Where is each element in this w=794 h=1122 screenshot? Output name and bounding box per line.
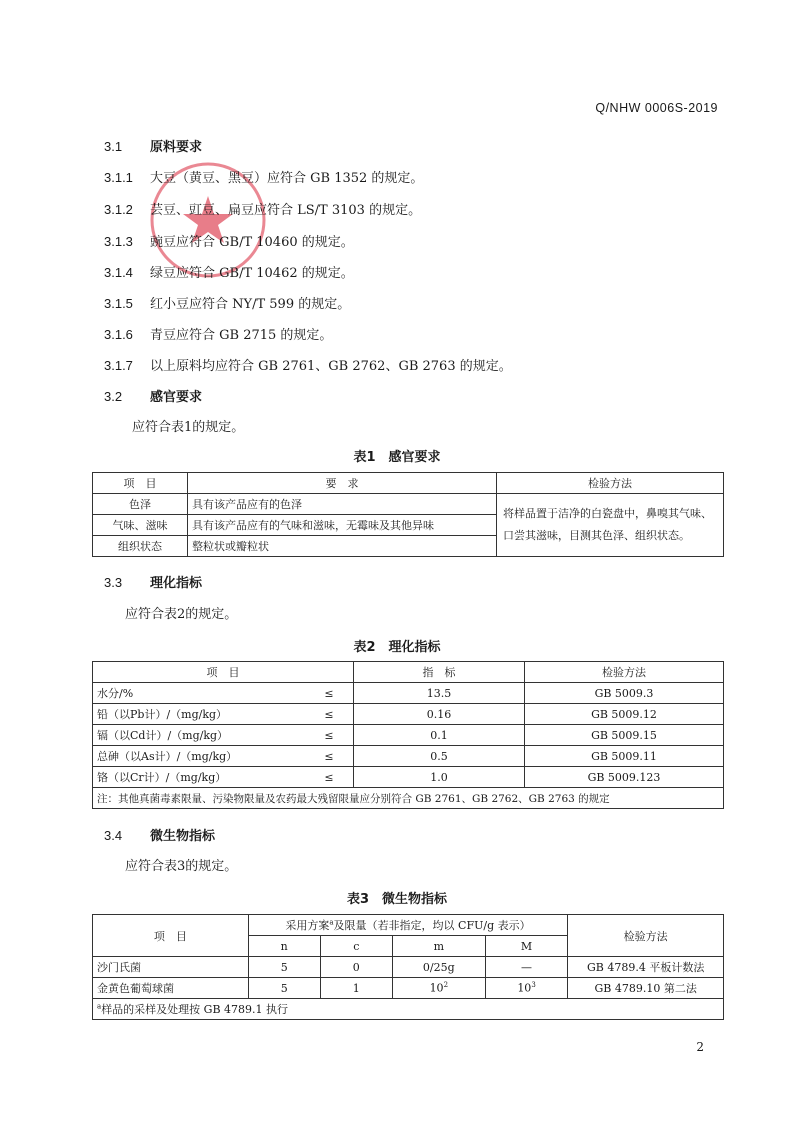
table-cell: 组织状态 bbox=[93, 536, 188, 557]
table-row bbox=[93, 683, 724, 704]
table-1 bbox=[92, 472, 724, 557]
table-cell: 0/25g bbox=[392, 957, 485, 978]
table-cell: 5 bbox=[248, 957, 320, 978]
table-cell: 0 bbox=[320, 957, 392, 978]
table-row bbox=[93, 746, 724, 767]
table-cell: 金黄色葡萄球菌 bbox=[93, 978, 249, 999]
header-cell: 检验方法 bbox=[568, 915, 724, 957]
table-cell: GB 4789.4 平板计数法 bbox=[568, 957, 724, 978]
table-cell: 0.16 bbox=[354, 704, 525, 725]
section-3-1-heading: 3.1 原料要求 bbox=[104, 139, 203, 155]
item-3-1-1: 3.1.1 大豆（黄豆、黑豆）应符合 GB 1352 的规定。 bbox=[104, 170, 424, 186]
section-3-2-text: 应符合表1的规定。 bbox=[132, 420, 245, 435]
table-row bbox=[93, 957, 724, 978]
header-cell: m bbox=[392, 936, 485, 957]
table-cell: GB 5009.12 bbox=[525, 704, 724, 725]
table-3 bbox=[92, 914, 724, 1020]
header-cell: 指 标 bbox=[354, 662, 525, 683]
table-2-caption: 表2 理化指标 bbox=[353, 640, 441, 655]
section-3-4-text: 应符合表3的规定。 bbox=[125, 859, 238, 874]
table-2 bbox=[92, 661, 724, 809]
table-cell: ≤ bbox=[305, 725, 354, 746]
table-note: $^a$样品的采样及处理按 GB 4789.1 执行 bbox=[93, 999, 724, 1020]
table-cell: $10^3$ bbox=[485, 978, 568, 999]
table-cell: GB 5009.15 bbox=[525, 725, 724, 746]
header-cell: 项 目 bbox=[93, 473, 188, 494]
item-3-1-7: 3.1.7 以上原料均应符合 GB 2761、GB 2762、GB 2763 的规定。 bbox=[104, 358, 512, 374]
item-3-1-3: 3.1.3 豌豆应符合 GB/T 10460 的规定。 bbox=[104, 234, 354, 250]
table-cell: 沙门氏菌 bbox=[93, 957, 249, 978]
table-1-caption: 表1 感官要求 bbox=[353, 450, 441, 465]
table-row bbox=[93, 978, 724, 999]
section-3-3-text: 应符合表2的规定。 bbox=[125, 607, 238, 622]
section-3-4-heading: 3.4 微生物指标 bbox=[104, 828, 216, 844]
table-cell: GB 5009.11 bbox=[525, 746, 724, 767]
table-header-row bbox=[93, 915, 724, 936]
table-cell: 1 bbox=[320, 978, 392, 999]
method-cell: 将样品置于洁净的白瓷盘中，鼻嗅其气味、口尝其滋味，目测其色泽、组织状态。 bbox=[497, 494, 724, 557]
table-cell: 5 bbox=[248, 978, 320, 999]
table-row bbox=[93, 725, 724, 746]
header-cell: 项 目 bbox=[93, 662, 354, 683]
table-cell: 色泽 bbox=[93, 494, 188, 515]
table-cell: GB 5009.3 bbox=[525, 683, 724, 704]
table-3-caption: 表3 微生物指标 bbox=[346, 892, 448, 907]
item-3-1-5: 3.1.5 红小豆应符合 NY/T 599 的规定。 bbox=[104, 296, 351, 312]
header-cell: 要 求 bbox=[188, 473, 497, 494]
table-cell: ≤ bbox=[305, 704, 354, 725]
table-cell: 1.0 bbox=[354, 767, 525, 788]
table-row bbox=[93, 767, 724, 788]
table-cell: 13.5 bbox=[354, 683, 525, 704]
table-header-row bbox=[93, 662, 724, 683]
document-number: Q/NHW 0006S-2019 bbox=[595, 101, 718, 115]
table-cell: 铅（以Pb计）/（mg/kg） bbox=[93, 704, 306, 725]
table-cell: — bbox=[485, 957, 568, 978]
table-cell: ≤ bbox=[305, 767, 354, 788]
table-row bbox=[93, 704, 724, 725]
table-cell: ≤ bbox=[305, 746, 354, 767]
table-note: 注：其他真菌毒素限量、污染物限量及农药最大残留限量应分别符合 GB 2761、GB 2762、GB 2763 的规定 bbox=[93, 788, 724, 809]
table-cell: GB 4789.10 第二法 bbox=[568, 978, 724, 999]
header-cell: n bbox=[248, 936, 320, 957]
page-number: 2 bbox=[696, 1040, 704, 1054]
table-note-row bbox=[93, 999, 724, 1020]
table-cell: 气味、滋味 bbox=[93, 515, 188, 536]
table-cell: 0.5 bbox=[354, 746, 525, 767]
table-note-row bbox=[93, 788, 724, 809]
table-cell: 铬（以Cr计）/（mg/kg） bbox=[93, 767, 306, 788]
table-cell: 具有该产品应有的色泽 bbox=[188, 494, 497, 515]
table-header-row bbox=[93, 473, 724, 494]
header-cell: 检验方法 bbox=[497, 473, 724, 494]
item-3-1-6: 3.1.6 青豆应符合 GB 2715 的规定。 bbox=[104, 327, 333, 343]
table-cell: 镉（以Cd计）/（mg/kg） bbox=[93, 725, 306, 746]
table-cell: 总砷（以As计）/（mg/kg） bbox=[93, 746, 306, 767]
table-row bbox=[93, 494, 724, 515]
table-cell: 具有该产品应有的气味和滋味，无霉味及其他异味 bbox=[188, 515, 497, 536]
header-cell: c bbox=[320, 936, 392, 957]
item-3-1-4: 3.1.4 绿豆应符合 GB/T 10462 的规定。 bbox=[104, 265, 354, 281]
header-cell: 项 目 bbox=[93, 915, 249, 957]
item-3-1-2: 3.1.2 芸豆、豇豆、扁豆应符合 LS/T 3103 的规定。 bbox=[104, 202, 422, 218]
table-cell: $10^2$ bbox=[392, 978, 485, 999]
table-cell: GB 5009.123 bbox=[525, 767, 724, 788]
table-cell: 水分/% bbox=[93, 683, 306, 704]
table-cell: 整粒状或瓣粒状 bbox=[188, 536, 497, 557]
table-cell: ≤ bbox=[305, 683, 354, 704]
header-cell: 检验方法 bbox=[525, 662, 724, 683]
header-cell: M bbox=[485, 936, 568, 957]
section-3-2-heading: 3.2 感官要求 bbox=[104, 389, 203, 405]
header-cell-plan: 采用方案$^a$及限量（若非指定，均以 CFU/g 表示） bbox=[248, 915, 568, 936]
section-3-3-heading: 3.3 理化指标 bbox=[104, 575, 203, 591]
table-cell: 0.1 bbox=[354, 725, 525, 746]
